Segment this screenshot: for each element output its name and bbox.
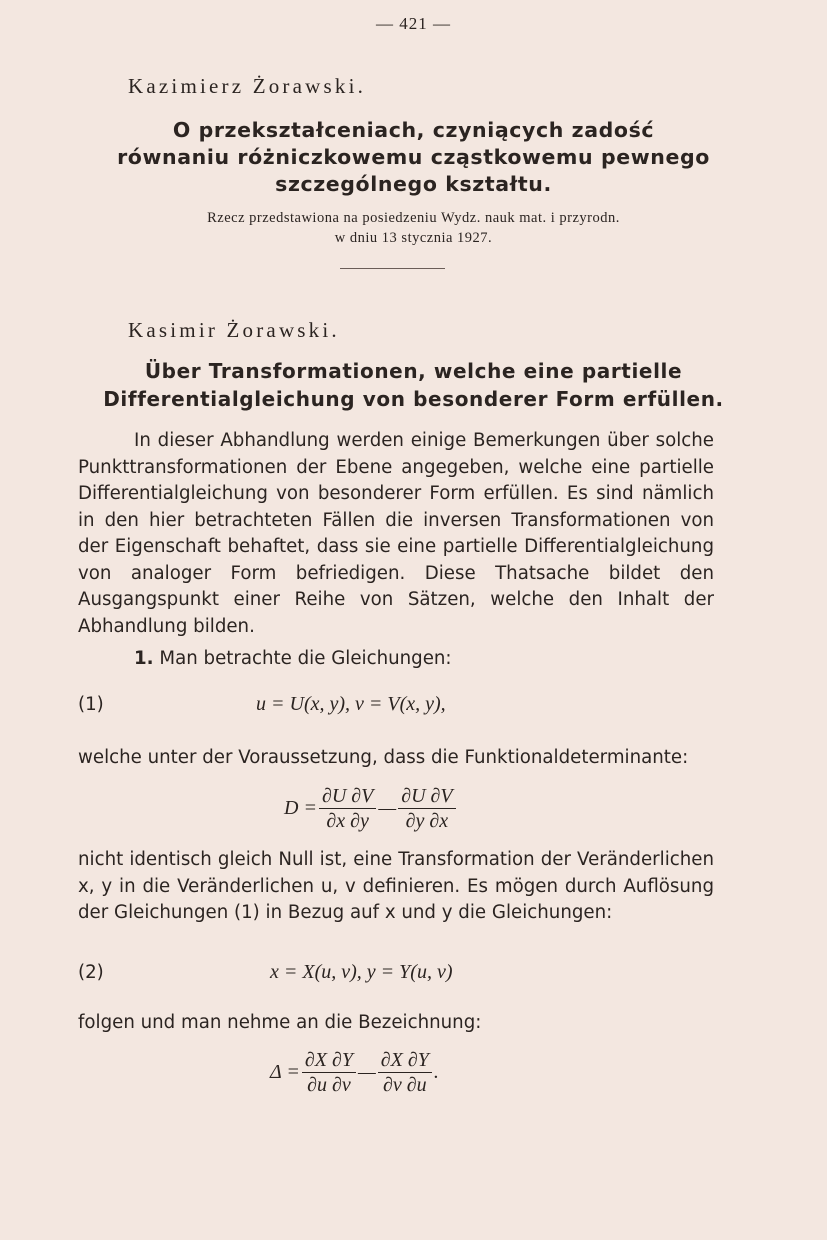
page-number: — 421 —: [376, 14, 451, 33]
separator-rule: [340, 268, 445, 269]
fraction-numerator: ∂U ∂V: [398, 784, 455, 809]
determinant-D-equation: [284, 784, 458, 833]
abstract-paragraph: In dieser Abhandlung werden einige Bemerkungen über solche Punkttransformationen der Ebene angegeben, welche eine partielle Differentialgleichung von besonderer Form erfüllen. Es sind nämlich in den hier betrachteten Fällen die inversen Transformationen von der Eigenschaft behaftet, dass sie eine partielle Differentialgleichung von analoger Form befriedigen. Diese Thatsache bildet den Ausgangspunkt einer Reihe von Sätzen, welche den Inhalt der Abhandlung bilden.: [78, 430, 714, 637]
period: .: [433, 1061, 439, 1083]
fraction: [378, 1048, 432, 1097]
author-german: Kasimir Żorawski.: [128, 318, 340, 342]
title-polish: [60, 117, 767, 198]
equation-2: x = X(u, v), y = Y(u, v): [270, 961, 453, 983]
fraction-numerator: ∂X ∂Y: [302, 1048, 356, 1073]
paragraph-welche: welche unter der Voraussetzung, dass die Funktionaldeterminante:: [78, 747, 689, 768]
title-polish-line: szczególnego kształtu.: [275, 172, 552, 196]
title-german-line: Differentialgleichung von besonderer Form erfüllen.: [103, 387, 724, 411]
equation-1-label: (1): [78, 694, 104, 715]
title-german-line: Über Transformationen, welche eine partielle: [144, 359, 683, 383]
fraction-numerator: ∂U ∂V: [319, 784, 376, 809]
equation-1: u = U(x, y), v = V(x, y),: [256, 693, 446, 715]
minus-sign: —: [357, 1061, 376, 1083]
title-polish-line: równaniu różniczkowemu cząstkowemu pewnego: [117, 145, 710, 169]
equation-2-label: (2): [78, 962, 104, 983]
author-polish: Kazimierz Żorawski.: [128, 74, 367, 98]
title-german: [60, 357, 767, 413]
section-text: Man betrachte die Gleichungen:: [159, 648, 452, 669]
determinant-lhs: D =: [284, 797, 317, 819]
fraction: [398, 784, 455, 833]
delta-lhs: Δ =: [270, 1061, 300, 1083]
fraction-denominator: ∂y ∂x: [405, 810, 449, 832]
fraction: [302, 1048, 356, 1097]
fraction-denominator: ∂x ∂y: [326, 810, 369, 832]
determinant-delta-equation: [270, 1048, 439, 1097]
paragraph-nicht: nicht identisch gleich Null ist, eine Transformation der Veränderlichen x, y in die Veränderlichen u, v definieren. Es mögen durch Auflösung der Gleichungen (1) in Bezug auf x und y die Gleichungen:: [78, 849, 714, 923]
presentation-note-line: w dniu 13 stycznia 1927.: [334, 230, 493, 246]
minus-sign: —: [378, 797, 397, 819]
fraction: [319, 784, 376, 833]
section-number: 1.: [134, 648, 154, 669]
fraction-numerator: ∂X ∂Y: [378, 1048, 432, 1073]
presentation-note-line: Rzecz przedstawiona na posiedzeniu Wydz. nauk mat. i przyrodn.: [207, 210, 620, 226]
section-1-intro: [78, 646, 714, 673]
title-polish-line: O przekształceniach, czyniących zadość: [172, 118, 655, 142]
paragraph-folgen: folgen und man nehme an die Bezeichnung:: [78, 1012, 482, 1033]
fraction-denominator: ∂u ∂v: [307, 1074, 351, 1096]
presentation-note: [60, 208, 767, 248]
fraction-denominator: ∂v ∂u: [383, 1074, 427, 1096]
